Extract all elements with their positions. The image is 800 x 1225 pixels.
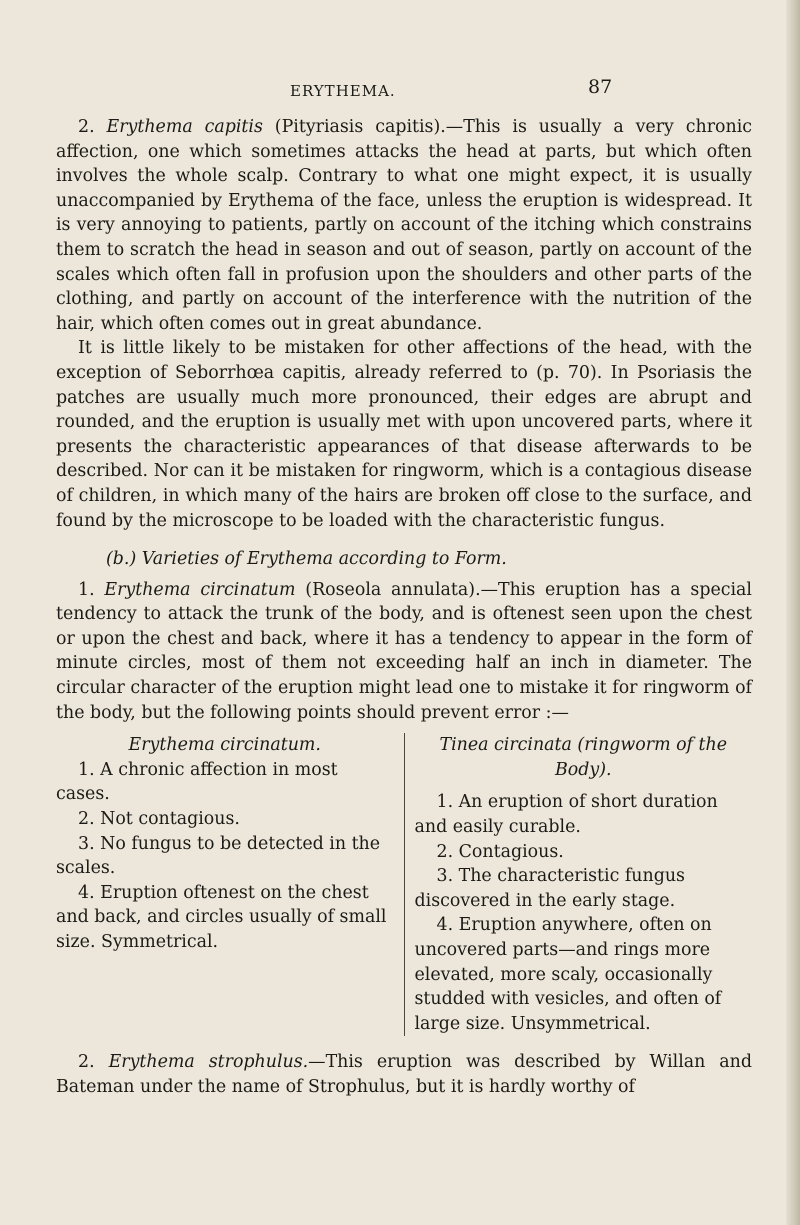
paragraph-diagnosis	[56, 336, 752, 533]
item-title: Erythema strophulus.	[108, 1052, 309, 1073]
comparison-column-right	[404, 733, 753, 1036]
paragraph-body: (Pityriasis capitis).—This is usually a very chronic affection, one which sometimes attacks the head at parts, but which often involves the whole scalp. Contrary to what one might expect, it is usually unaccompanied by Erythema of the face, unless the eruption is widespread. It is very annoying to patients, partly on account of the itching which constrains them to scratch the head in season and out of season, partly on account of the scales which often fall in profusion upon the shoulders and other parts of the clothing, and partly on account of the interference with the nutrition of the hair, which often comes out in great abundance.	[56, 117, 752, 334]
list-item: 2. Not contagious.	[78, 809, 240, 830]
list-item: 1. An eruption of short duration and easily curable.	[414, 792, 718, 838]
column-heading: Erythema circinatum.	[128, 735, 321, 756]
section-label: (b.)	[106, 549, 137, 570]
page-number: 87	[588, 76, 613, 98]
paragraph-body: —This eruption was described by Willan and Bateman under the name of Strophulus, but it is hardly worthy of	[56, 1052, 753, 1097]
list-item: 4. Eruption oftenest on the chest and back, and circles usually of small size. Symmetrical.	[56, 882, 387, 952]
list-item: 3. No fungus to be detected in the scales.	[56, 833, 381, 879]
list-item: 1. A chronic affection in most cases.	[56, 759, 338, 805]
column-heading: Tinea circinata (ringworm of the Body).	[439, 735, 727, 780]
list-item: 3. The characteristic fungus discovered in the early stage.	[414, 866, 685, 911]
paragraph-body: It is little likely to be mistaken for other affections of the head, with the exception of Seborrhœa capitis, already referred to (p. 70). In Psoriasis the patches are usually much more pronounced, their edges are abrupt and rounded, and the eruption is usually met with upon uncovered parts, where it presents the characteristic appearances of that disease afterwards to be described. Nor can it be mistaken for ringworm, which is a contagious disease of children, in which many of the hairs are broken off close to the surface, and found by the microscope to be loaded with the characteristic fungus.	[56, 338, 752, 531]
list-item: 4. Eruption anywhere, often on uncovered parts—and rings more elevated, more scaly, occasionally studded with vesicles, and often of large size. Unsymmetrical.	[414, 915, 722, 1034]
item-title: Erythema circinatum	[104, 579, 296, 600]
paragraph-erythema-strophulus	[56, 1050, 752, 1099]
item-number: 2.	[78, 1052, 95, 1073]
running-title: ERYTHEMA.	[290, 82, 396, 100]
body-text	[56, 115, 752, 1100]
comparison-table	[56, 733, 752, 1036]
item-number: 1.	[78, 579, 95, 600]
paragraph-body: (Roseola annulata).—This eruption has a special tendency to attack the trunk of the body, and is oftenest seen upon the chest or upon the chest and back, where it has a tendency to appear in the form of minute circles, most of them not exceeding half an inch in diameter. The circular character of the eruption might lead one to mistake it for ringworm of the body, but the following points should prevent error :—	[56, 579, 752, 723]
page-edge-shadow	[786, 0, 800, 1225]
item-title: Erythema capitis	[106, 117, 263, 137]
item-number: 2.	[78, 117, 95, 137]
list-item: 2. Contagious.	[436, 841, 564, 862]
section-title: Varieties of Erythema according to Form.	[141, 549, 507, 570]
paragraph-erythema-capitis	[56, 115, 752, 336]
page-header	[0, 76, 800, 100]
paragraph-erythema-circinatum	[56, 578, 752, 726]
comparison-column-left	[56, 733, 404, 1036]
section-heading	[56, 547, 752, 572]
